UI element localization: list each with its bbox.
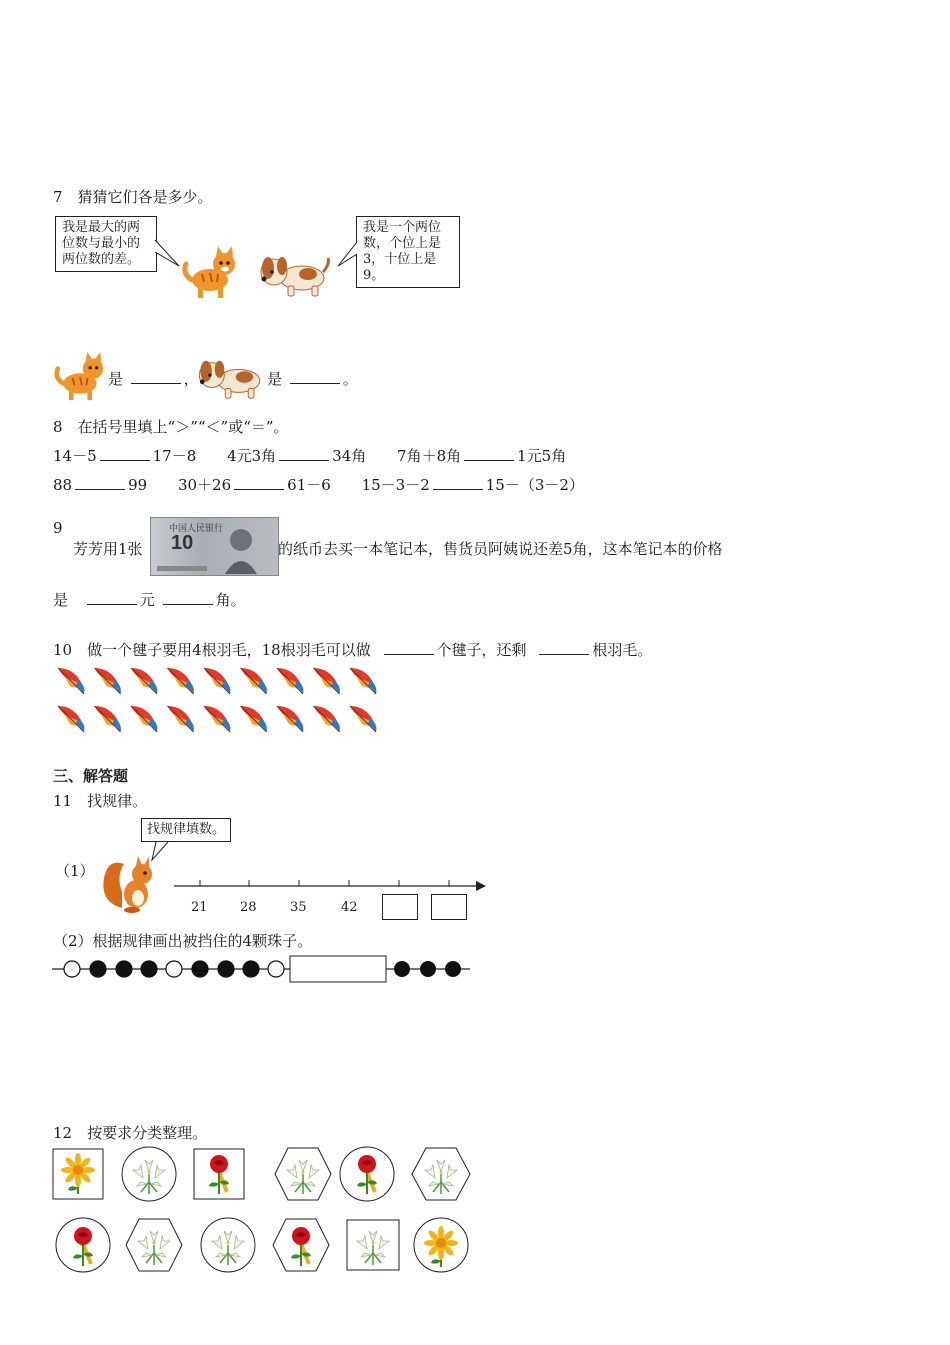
compare-right: 61－6 <box>287 476 331 494</box>
answer-box-2[interactable] <box>431 894 467 920</box>
compare-right: 99 <box>128 476 148 494</box>
compare-blank[interactable] <box>433 475 483 490</box>
q9-number: 9 <box>53 519 63 537</box>
compare-blank[interactable] <box>234 475 284 490</box>
black-bead <box>116 961 132 977</box>
tick-label-21: 21 <box>191 900 208 915</box>
feather-icon <box>204 706 230 732</box>
compare-blank[interactable] <box>279 446 329 461</box>
bead-string <box>52 955 472 985</box>
q12-title: 12 按要求分类整理。 <box>53 1124 208 1142</box>
compare-left: 88 <box>53 476 73 494</box>
feather-icon <box>58 706 84 732</box>
q7-answer-cat <box>108 368 199 389</box>
tick-label-35: 35 <box>290 900 307 915</box>
compare-blank[interactable] <box>100 446 150 461</box>
cat-bubble-text: 我是最大的两位数与最小的两位数的差。 <box>62 220 141 267</box>
q7-answer-dog <box>267 368 358 389</box>
dog-bubble-text: 我是一个两位数，个位上是3，十位上是9。 <box>363 220 442 283</box>
black-bead <box>445 961 461 977</box>
compare-right: 34角 <box>332 447 367 465</box>
shuttlecock-count-blank[interactable] <box>384 640 434 655</box>
feather-icon <box>314 706 340 732</box>
number-line <box>170 876 490 896</box>
banknote-header: 中国人民银行 <box>169 524 224 534</box>
yuan-unit: 元 <box>139 591 155 609</box>
white-bead <box>268 961 284 977</box>
compare-left: 14－5 <box>53 447 97 465</box>
cat-small-icon <box>52 352 108 402</box>
q9-text-after: 的纸币去买一本笔记本，售货员阿姨说还差5角，这本笔记本的价格 <box>278 540 723 558</box>
q10-text-a: 10 做一个毽子要用4根羽毛，18根羽毛可以做 <box>53 641 371 659</box>
comma: ， <box>183 370 199 388</box>
q10-text-b: 个毽子，还剩 <box>436 641 527 659</box>
squirrel-speech-bubble <box>141 818 231 842</box>
q8-row-2 <box>53 474 610 495</box>
compare-blank[interactable] <box>75 475 125 490</box>
feather-left-blank[interactable] <box>539 640 589 655</box>
feather-icon <box>350 668 376 694</box>
dog-bubble-tail <box>338 242 368 272</box>
white-bead <box>166 961 182 977</box>
dog-answer-blank[interactable] <box>290 369 340 384</box>
compare-left: 7角＋8角 <box>397 447 462 465</box>
squirrel-bubble-text: 找规律填数。 <box>147 822 226 837</box>
tick-label-42: 42 <box>341 900 358 915</box>
compare-blank[interactable] <box>464 446 514 461</box>
dog-speech-bubble <box>356 216 460 288</box>
banknote-10-yuan <box>150 517 279 576</box>
feather-icon <box>168 706 194 732</box>
squirrel-icon <box>100 852 160 914</box>
tick-label-28: 28 <box>240 900 257 915</box>
q9-is: 是 <box>53 591 69 609</box>
compare-right: 1元5角 <box>517 447 567 465</box>
compare-left: 15－3－2 <box>361 476 430 494</box>
feather-icon <box>95 706 121 732</box>
black-bead <box>192 961 208 977</box>
white-bead <box>64 961 80 977</box>
q9-text-before: 芳芳用1张 <box>73 540 143 558</box>
feather-icon <box>131 706 157 732</box>
q8-title: 8 在括号里填上“＞”“＜”或“＝”。 <box>53 418 289 436</box>
section-3-title: 三、解答题 <box>53 767 129 785</box>
black-bead <box>243 961 259 977</box>
feather-icon <box>277 706 303 732</box>
black-bead <box>394 961 410 977</box>
q9-line-2 <box>53 589 246 610</box>
feather-icon <box>350 706 376 732</box>
cat-answer-blank[interactable] <box>131 369 181 384</box>
dog-small-icon <box>196 354 266 400</box>
yuan-blank[interactable] <box>87 590 137 605</box>
feather-icon <box>58 668 84 694</box>
jiao-blank[interactable] <box>163 590 213 605</box>
feather-icon <box>204 668 230 694</box>
q10-text <box>53 639 652 660</box>
compare-left: 4元3角 <box>227 447 277 465</box>
jiao-unit: 角。 <box>215 591 246 609</box>
black-bead <box>420 961 436 977</box>
period: 。 <box>342 370 358 388</box>
sorting-shapes <box>50 1144 480 1284</box>
q7-title: 7 猜猜它们各是多少。 <box>53 188 213 206</box>
compare-right: 15－（3－2） <box>485 476 584 494</box>
q11-title: 11 找规律。 <box>53 792 148 810</box>
q8-row-1 <box>53 445 592 466</box>
hidden-beads-box[interactable] <box>290 956 386 982</box>
is-label: 是 <box>108 370 124 388</box>
feather-icon <box>277 668 303 694</box>
feather-icon <box>168 668 194 694</box>
answer-box-1[interactable] <box>382 894 418 920</box>
cat-icon <box>180 246 240 300</box>
feather-icon <box>95 668 121 694</box>
feathers-group <box>52 660 392 740</box>
q11-part1-label: （1） <box>55 862 95 880</box>
dog-icon <box>258 250 330 298</box>
portrait-icon <box>221 524 261 574</box>
cat-speech-bubble <box>55 216 157 272</box>
black-bead <box>218 961 234 977</box>
feather-icon <box>241 668 267 694</box>
q11-part2-text: （2）根据规律画出被挡住的4颗珠子。 <box>53 932 313 950</box>
compare-left: 30＋26 <box>177 476 232 494</box>
black-bead <box>141 961 157 977</box>
is-label: 是 <box>267 370 283 388</box>
feather-icon <box>131 668 157 694</box>
feather-icon <box>314 668 340 694</box>
compare-right: 17－8 <box>152 447 197 465</box>
feather-icon <box>241 706 267 732</box>
black-bead <box>90 961 106 977</box>
banknote-value: 10 <box>171 532 194 554</box>
q10-text-c: 根羽毛。 <box>592 641 653 659</box>
